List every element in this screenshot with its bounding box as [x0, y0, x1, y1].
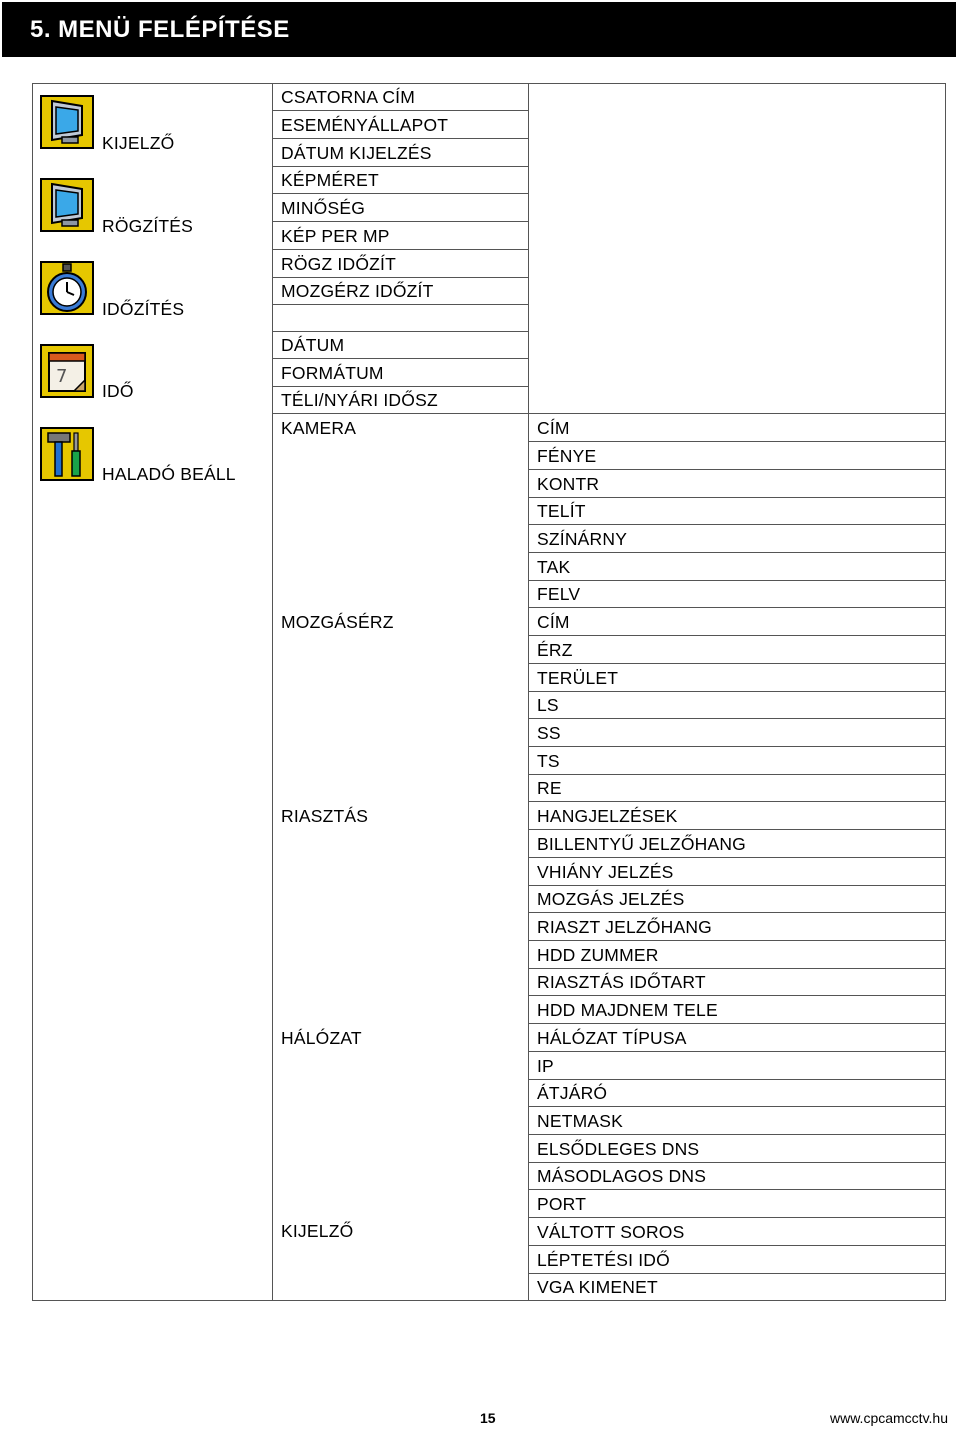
option-item: KONTR: [537, 474, 600, 494]
option-item: HDD MAJDNEM TELE: [537, 1000, 718, 1020]
submenu-item: TÉLI/NYÁRI IDŐSZ: [281, 390, 438, 410]
row-line: [528, 1134, 946, 1135]
row-line: [528, 552, 946, 553]
option-item: CÍM: [537, 612, 570, 632]
row-line: [528, 829, 946, 830]
row-line: [272, 193, 528, 194]
row-line: [528, 940, 946, 941]
row-line: [272, 304, 528, 305]
row-line: [528, 912, 946, 913]
option-item: SZÍNÁRNY: [537, 529, 628, 549]
row-line: [528, 1245, 946, 1246]
option-item: BILLENTYŰ JELZŐHANG: [537, 834, 746, 854]
stopwatch-icon: [40, 261, 94, 315]
row-line: [528, 885, 946, 886]
option-item: RIASZTÁS IDŐTART: [537, 972, 706, 992]
submenu-item: KÉP PER MP: [281, 226, 390, 246]
row-line: [528, 774, 946, 775]
submenu-item: RIASZTÁS: [281, 806, 369, 826]
main-menu-item-idozites: IDŐZÍTÉS: [102, 299, 185, 319]
option-item: MÁSODLAGOS DNS: [537, 1166, 707, 1186]
monitor-icon: [40, 178, 94, 232]
row-line: [528, 1051, 946, 1052]
option-item: PORT: [537, 1194, 587, 1214]
option-item: MOZGÁS JELZÉS: [537, 889, 685, 909]
row-line: [528, 1162, 946, 1163]
row-line: [272, 166, 528, 167]
row-line: [272, 413, 528, 414]
row-line: [528, 1079, 946, 1080]
row-line: [528, 691, 946, 692]
option-item: SS: [537, 723, 561, 743]
row-line: [528, 607, 946, 608]
column-divider-1: [272, 83, 273, 1301]
option-item: NETMASK: [537, 1111, 623, 1131]
option-item: TAK: [537, 557, 571, 577]
main-menu-item-halado-beall: HALADÓ BEÁLL: [102, 464, 236, 484]
row-line: [528, 857, 946, 858]
page-title: 5. MENÜ FELÉPÍTÉSE: [2, 2, 956, 57]
row-line: [272, 358, 528, 359]
row-line: [272, 249, 528, 250]
row-line: [272, 138, 528, 139]
option-item: HÁLÓZAT TÍPUSA: [537, 1028, 687, 1048]
row-line: [528, 441, 946, 442]
option-item: VÁLTOTT SOROS: [537, 1222, 685, 1242]
option-item: TELÍT: [537, 501, 586, 521]
row-line: [272, 110, 528, 111]
row-line: [528, 968, 946, 969]
submenu-item: MINŐSÉG: [281, 198, 366, 218]
option-item: IP: [537, 1056, 554, 1076]
row-line: [528, 497, 946, 498]
submenu-item: FORMÁTUM: [281, 363, 384, 383]
column-divider-2: [528, 83, 529, 1301]
option-item: FELV: [537, 584, 581, 604]
option-item: FÉNYE: [537, 446, 597, 466]
submenu-item: MOZGÉRZ IDŐZÍT: [281, 281, 434, 301]
option-item: CÍM: [537, 418, 570, 438]
option-item: HANGJELZÉSEK: [537, 806, 678, 826]
option-item: HDD ZUMMER: [537, 945, 659, 965]
submenu-item: KÉPMÉRET: [281, 170, 379, 190]
row-line: [272, 331, 528, 332]
options-top-line: [528, 413, 946, 414]
svg-text:7: 7: [56, 366, 68, 387]
tools-icon: [40, 427, 94, 481]
row-line: [528, 1273, 946, 1274]
monitor-icon: [40, 95, 94, 149]
submenu-item: MOZGÁSÉRZ: [281, 612, 394, 632]
row-line: [528, 1106, 946, 1107]
page-number: 15: [480, 1410, 496, 1426]
website-link[interactable]: www.cpcamcctv.hu: [830, 1410, 948, 1426]
submenu-item: DÁTUM KIJELZÉS: [281, 143, 432, 163]
row-line: [272, 386, 528, 387]
menu-structure-table: [32, 83, 946, 1301]
submenu-item: ESEMÉNYÁLLAPOT: [281, 115, 449, 135]
option-item: RE: [537, 778, 562, 798]
row-line: [528, 524, 946, 525]
main-menu-item-kijelzo: KIJELZŐ: [102, 133, 175, 153]
row-line: [272, 221, 528, 222]
row-line: [528, 580, 946, 581]
main-menu-item-rogzites: RÖGZÍTÉS: [102, 216, 194, 236]
submenu-item: KIJELZŐ: [281, 1221, 354, 1241]
row-line: [528, 1217, 946, 1218]
option-item: TS: [537, 751, 560, 771]
main-menu-item-ido: IDŐ: [102, 381, 134, 401]
row-line: [528, 995, 946, 996]
submenu-item: DÁTUM: [281, 335, 345, 355]
row-line: [528, 1023, 946, 1024]
submenu-item: HÁLÓZAT: [281, 1028, 362, 1048]
option-item: TERÜLET: [537, 668, 619, 688]
submenu-item: CSATORNA CÍM: [281, 87, 415, 107]
option-item: ÉRZ: [537, 640, 573, 660]
option-item: ELSŐDLEGES DNS: [537, 1139, 700, 1159]
row-line: [528, 635, 946, 636]
row-line: [272, 277, 528, 278]
row-line: [528, 718, 946, 719]
submenu-item: RÖGZ IDŐZÍT: [281, 254, 396, 274]
option-item: ÁTJÁRÓ: [537, 1083, 608, 1103]
calendar-icon: [40, 344, 94, 398]
option-item: RIASZT JELZŐHANG: [537, 917, 712, 937]
submenu-item: KAMERA: [281, 418, 357, 438]
row-line: [528, 469, 946, 470]
row-line: [528, 663, 946, 664]
option-item: LÉPTETÉSI IDŐ: [537, 1250, 670, 1270]
row-line: [528, 1189, 946, 1190]
row-line: [528, 746, 946, 747]
option-item: VGA KIMENET: [537, 1277, 658, 1297]
row-line: [528, 801, 946, 802]
option-item: LS: [537, 695, 559, 715]
option-item: VHIÁNY JELZÉS: [537, 862, 674, 882]
